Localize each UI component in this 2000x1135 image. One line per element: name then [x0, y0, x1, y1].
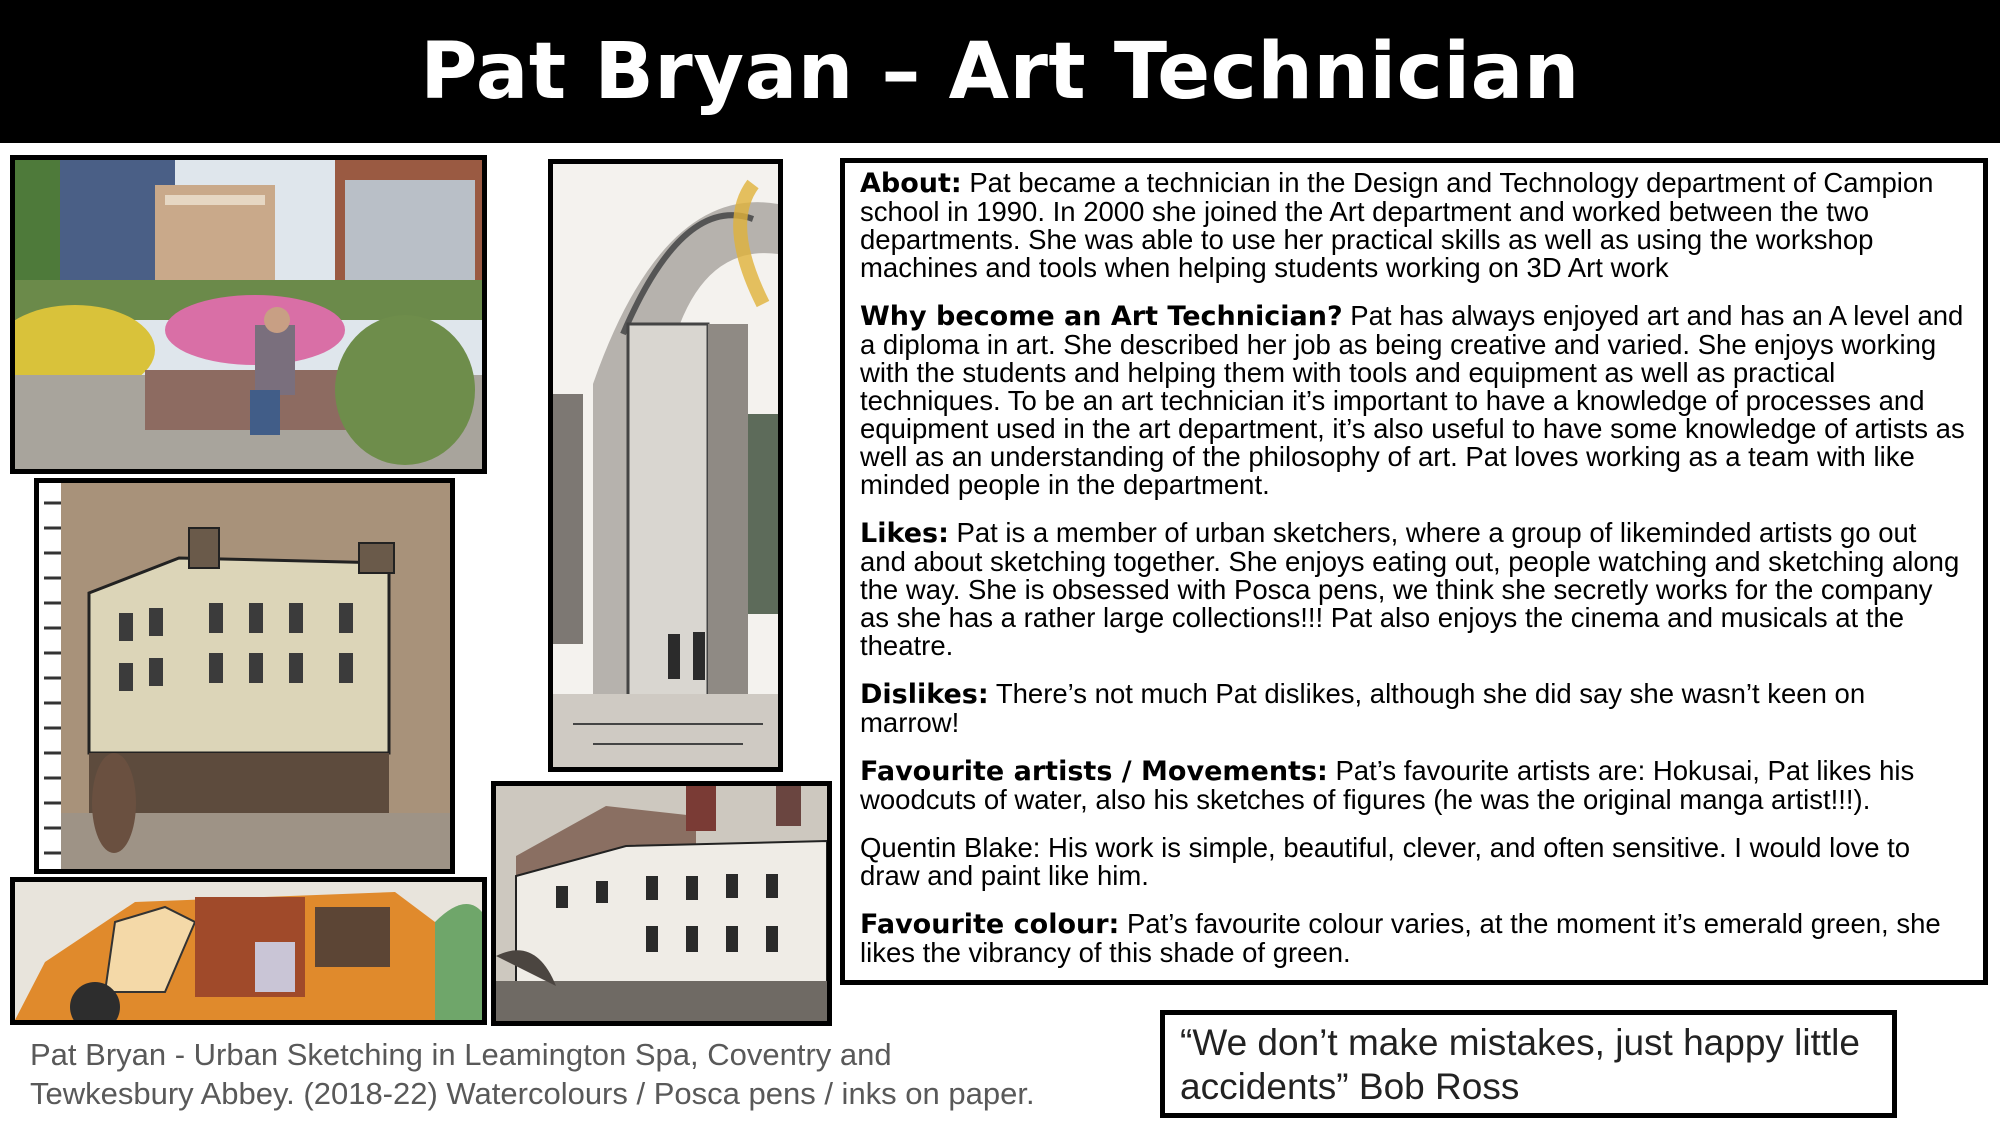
page-title: Pat Bryan – Art Technician	[420, 26, 1580, 117]
artists-label: Favourite artists / Movements:	[860, 756, 1328, 787]
why-label: Why become an Art Technician?	[860, 301, 1343, 332]
artists-text: Pat’s favourite artists are: Hokusai, Pat likes his woodcuts of water, also his sketches of figures (he was the original manga artist!!!).	[860, 755, 1915, 815]
caption-line-2: Tewkesbury Abbey. (2018-22) Watercolours / Posca pens / inks on paper.	[30, 1076, 1035, 1111]
why-paragraph	[860, 302, 1969, 499]
about-paragraph	[860, 169, 1969, 282]
bob-ross-quote	[1160, 1010, 1897, 1118]
likes-label: Likes:	[860, 518, 949, 549]
quote-line-1: “We don’t make mistakes, just happy little	[1180, 1022, 1860, 1063]
title-banner	[0, 0, 2000, 143]
sketch-orange-van	[10, 877, 487, 1025]
likes-paragraph	[860, 519, 1969, 660]
sketch-abbey-column	[548, 159, 783, 772]
quote-line-2: accidents” Bob Ross	[1180, 1066, 1520, 1107]
sketch-street-houses	[491, 781, 832, 1026]
quentin-paragraph: Quentin Blake: His work is simple, beautiful, clever, and often sensitive. I would love to draw and paint like him.	[860, 832, 1911, 891]
dislikes-label: Dislikes:	[860, 679, 989, 710]
artwork-caption	[30, 1035, 1130, 1113]
about-label: About:	[860, 168, 962, 199]
colour-paragraph	[860, 910, 1969, 967]
bio-text-box	[840, 158, 1988, 985]
photo-pat-sketching-outdoors	[10, 155, 487, 474]
sketch-building-corner	[34, 478, 455, 874]
caption-line-1: Pat Bryan - Urban Sketching in Leamington Spa, Coventry and	[30, 1037, 892, 1072]
colour-text: Pat’s favourite colour varies, at the moment it’s emerald green, she likes the vibrancy of this shade of green.	[860, 908, 1941, 968]
dislikes-text: There’s not much Pat dislikes, although she did say she wasn’t keen on marrow!	[860, 678, 1866, 738]
why-text: Pat has always enjoyed art and has an A level and a diploma in art. She described her job as being creative and varied. She enjoys working with the students and helping them with tools and equipment as well as practical techniques. To be an art technician it’s important to have a knowledge of processes and equipment used in the art department, it’s also useful to have some knowledge of artists as well as an understanding of the philosophy of art. Pat loves working as a team with like minded people in the department.	[860, 300, 1965, 500]
dislikes-paragraph	[860, 680, 1969, 737]
likes-text: Pat is a member of urban sketchers, where a group of likeminded artists go out and about sketching together. She enjoys eating out, people watching and sketching along the way. She is obsessed with Posca pens, we think she secretly works for the company as she has a rather large collections!!! Pat also enjoys the cinema and musicals at the theatre.	[860, 517, 1960, 661]
artists-paragraph	[860, 757, 1969, 814]
colour-label: Favourite colour:	[860, 909, 1120, 940]
about-text: Pat became a technician in the Design and Technology department of Campion school in 1990. In 2000 she joined the Art department and worked between the two departments. She was able to use her practical skills as well as using the workshop machines and tools when helping students working on 3D Art work	[860, 167, 1934, 283]
